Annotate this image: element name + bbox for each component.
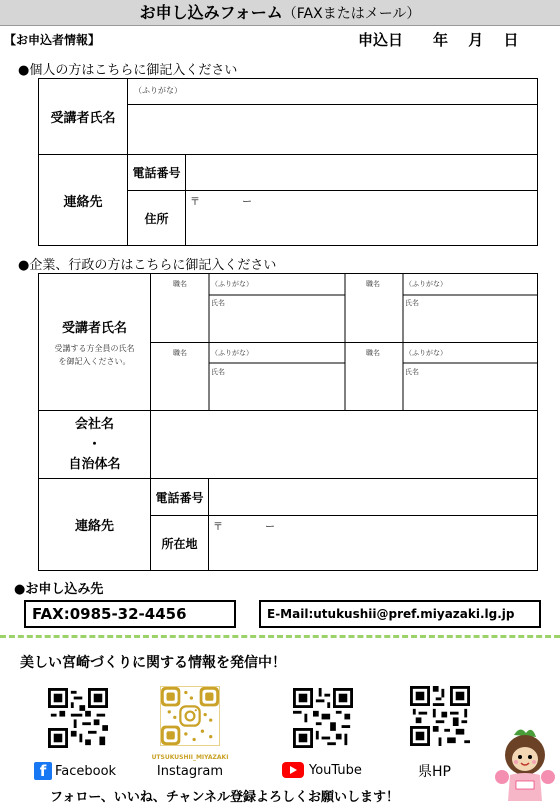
postal-dash-2: ー [265,522,275,533]
corporate-name-note-1: 受講する方全員の氏名 [54,343,135,353]
name-label-2: 氏名 [405,299,419,307]
individual-name-label: 受講者氏名 [39,79,128,155]
corporate-attendee-grid[interactable] [151,274,538,411]
individual-contact-label: 連絡先 [39,155,128,246]
company-label-cell [39,411,151,479]
furigana-label-1: （ふりがな） [211,280,253,288]
instagram-handle: UTSUKUSHII_MIYAZAKI [151,754,229,761]
submit-heading: ●お申し込み先 [14,582,104,597]
corporate-form-table [38,273,538,571]
email-address[interactable]: E-Mail:utukushii@pref.miyazaki.lg.jp [259,600,541,628]
facebook-qr-code[interactable] [48,688,108,748]
corporate-name-note-2: を御記入ください。 [58,356,131,366]
facebook-icon: f [34,762,52,780]
form-title: お申し込みフォーム [139,3,283,22]
facebook-label: Facebook [55,763,117,779]
individual-form-table [38,78,538,246]
facebook-qr-icon [48,688,108,748]
corporate-contact-label: 連絡先 [39,479,151,571]
name-label-1: 氏名 [211,299,225,307]
postal-mark-2: 〒 [213,522,223,533]
job-title-label-2: 職名 [366,280,380,288]
instagram-qr-icon [161,687,219,745]
corporate-address-label: 所在地 [151,516,209,571]
individual-address-field[interactable] [186,191,538,246]
individual-phone-label: 電話番号 [128,155,186,191]
postal-dash: ー [242,197,252,208]
company-separator: ・ [87,436,101,452]
corporate-name-label-cell [39,274,151,411]
furigana-label-2: （ふりがな） [405,280,447,288]
individual-phone-field[interactable] [186,155,538,191]
youtube-label: YouTube [309,762,362,778]
youtube-qr-icon [293,688,353,748]
youtube-link[interactable] [282,762,362,778]
kenhp-qr-icon [410,686,470,746]
section-individual-heading: ●個人の方はこちらに御記入ください [18,63,238,78]
name-label-3: 氏名 [211,368,225,376]
corporate-phone-label: 電話番号 [151,479,209,516]
attendee-grid-lines [151,274,538,411]
instagram-qr-code[interactable] [160,686,220,746]
company-field[interactable] [151,411,538,479]
individual-address-label: 住所 [128,191,186,246]
individual-furigana-label: （ふりがな） [134,86,182,95]
youtube-icon [282,762,304,778]
section-corporate-heading: ●企業、行政の方はこちらに御記入ください [18,258,277,273]
instagram-label[interactable]: Instagram [156,764,224,779]
kenhp-qr-code[interactable] [410,686,470,746]
job-title-label-1: 職名 [173,280,187,288]
furigana-label-4: （ふりがな） [405,349,447,357]
applicant-info-tag: 【お申込者情報】 [4,33,101,47]
job-title-label-4: 職名 [366,349,380,357]
fax-number: FAX:0985-32-4456 [24,600,236,628]
mascot-character [492,725,556,805]
form-subtitle: （FAXまたはメール） [282,6,421,22]
youtube-qr-code[interactable] [293,688,353,748]
application-date: 申込日 年 月 日 [358,31,519,49]
promo-headline: 美しい宮崎づくりに関する情報を発信中！ [20,655,286,671]
postal-mark: 〒 [190,197,200,208]
divider-dashed [0,635,560,638]
job-title-label-3: 職名 [173,349,187,357]
furigana-label-3: （ふりがな） [211,349,253,357]
corporate-phone-field[interactable] [209,479,538,516]
corporate-name-label: 受講者氏名 [61,320,127,336]
kenhp-label[interactable]: 県HP [418,764,451,780]
individual-name-field[interactable] [128,79,538,155]
form-title-bar [0,0,560,26]
mascot-icon [492,725,556,805]
name-label-4: 氏名 [405,368,419,376]
company-label: 会社名 [74,416,114,432]
corporate-address-field[interactable] [209,516,538,571]
promo-footer: フォロー、いいね、チャンネル登録よろしくお願いします！ [50,790,400,805]
facebook-link[interactable] [34,762,116,780]
municipality-label: 自治体名 [68,456,121,472]
